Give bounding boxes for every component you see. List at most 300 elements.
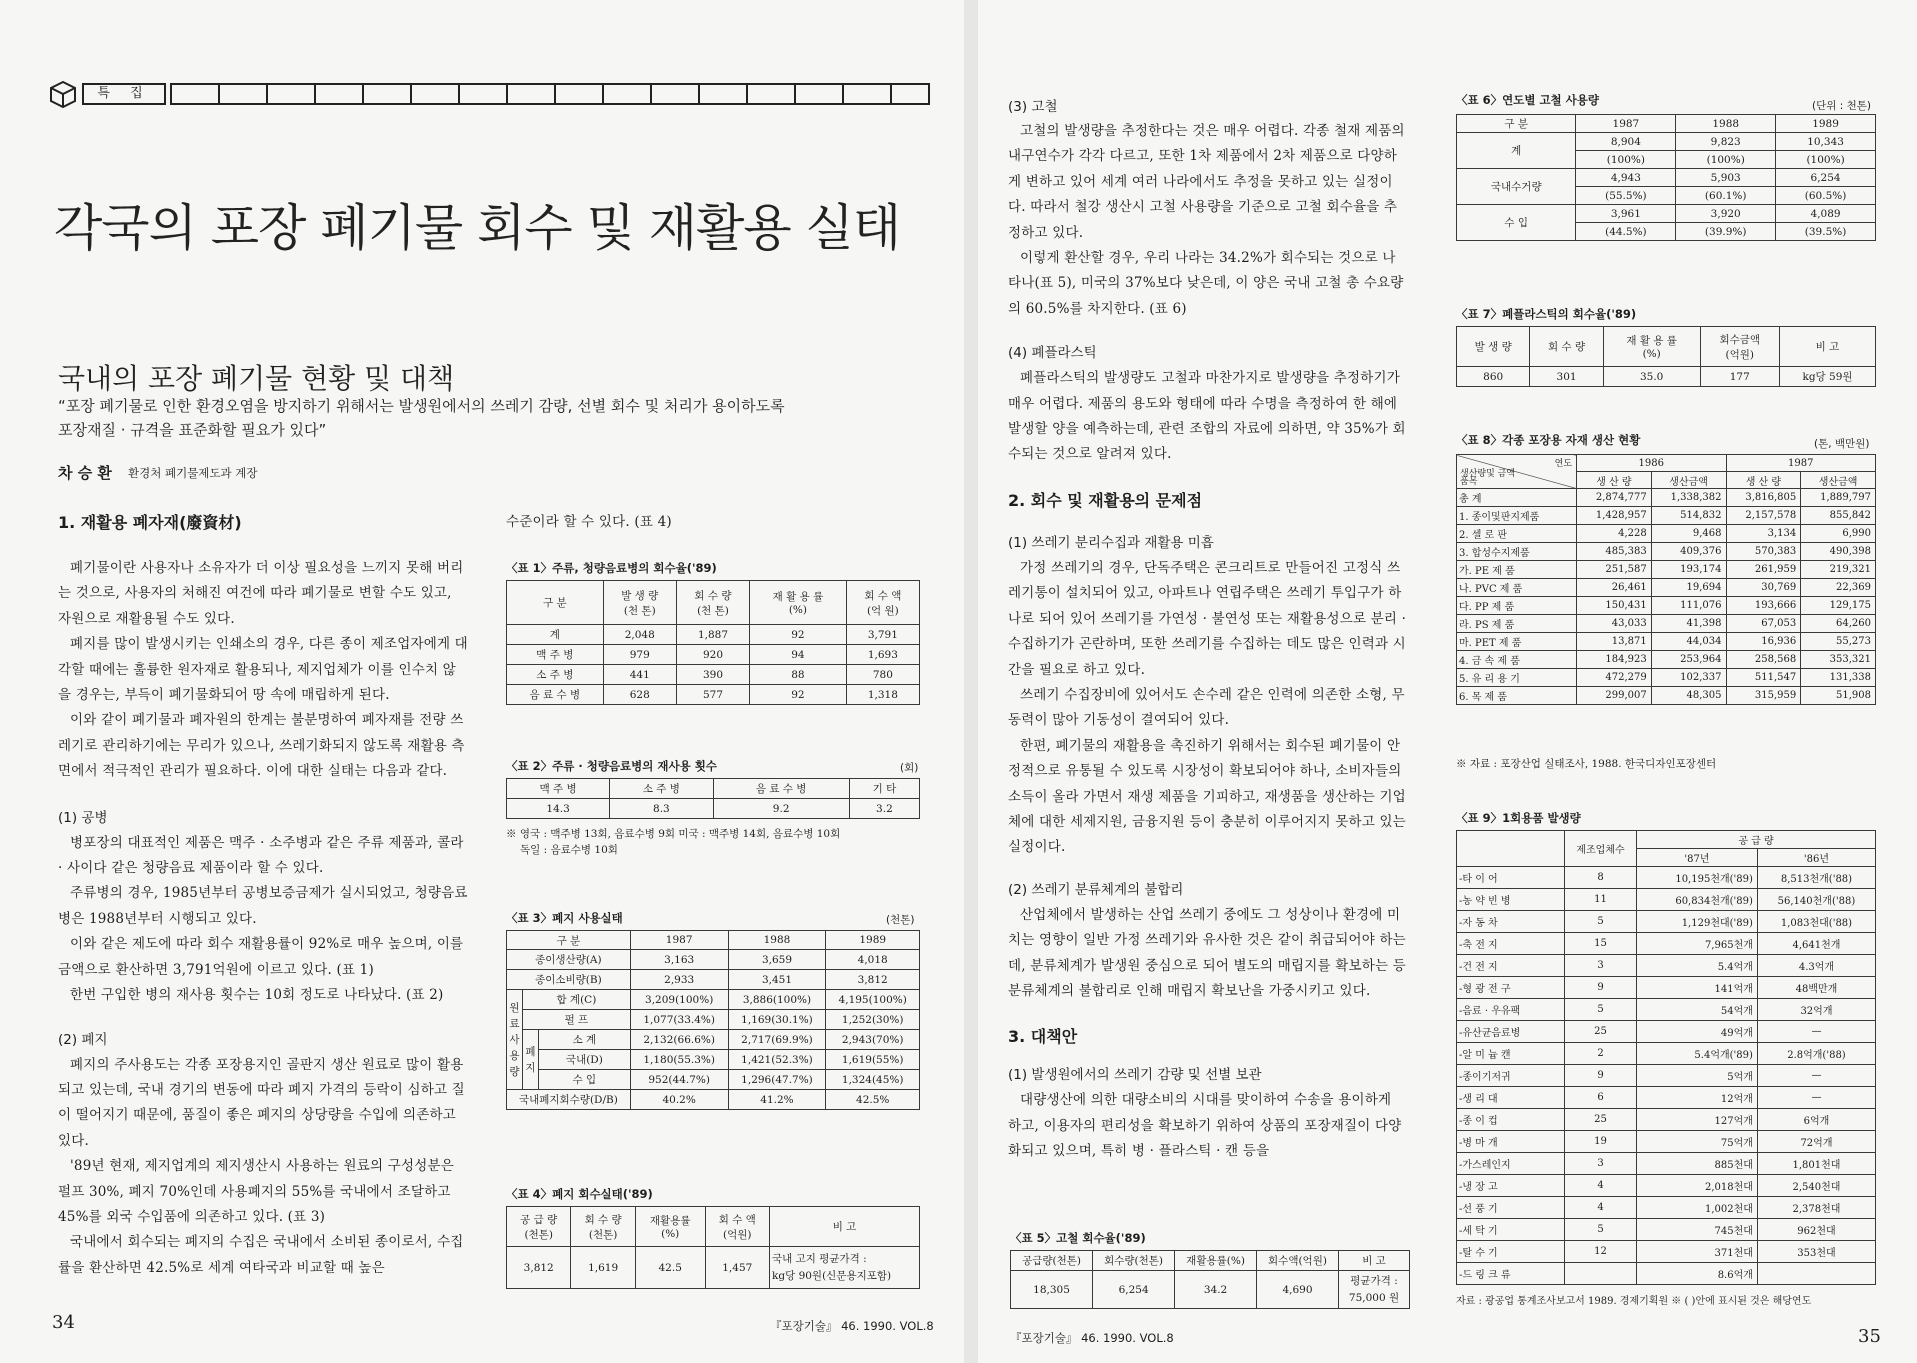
table-cell: — xyxy=(1757,1065,1875,1087)
table-cell: 12억개 xyxy=(1637,1087,1758,1109)
table-header: 회 수 액 (억 원) xyxy=(846,581,919,625)
table-cell: -선 풍 기 xyxy=(1457,1197,1565,1219)
table-cell: -건 전 지 xyxy=(1457,955,1565,977)
table-cell: 15 xyxy=(1565,933,1637,955)
table-cell: (44.5%) xyxy=(1576,223,1676,241)
table-cell: 184,923 xyxy=(1577,651,1652,669)
table-cell: 94 xyxy=(750,645,847,665)
table-cell: 42.5 xyxy=(635,1247,705,1289)
table-cell: 다. PP 제 품 xyxy=(1457,597,1577,615)
table-row xyxy=(1457,867,1876,889)
table-3 xyxy=(506,930,920,1110)
table-cell: 301 xyxy=(1530,367,1603,387)
table-cell: 49억개 xyxy=(1637,1021,1758,1043)
table-cell: 9 xyxy=(1565,977,1637,999)
table-row xyxy=(1457,1087,1876,1109)
table-9-note: 자료 : 광공업 통계조사보고서 1989. 경제기획원 ※ ( )안에 표시된 것은 해당연도 xyxy=(1456,1296,1812,1307)
table-cell: 193,666 xyxy=(1726,597,1801,615)
table-row xyxy=(1457,1131,1876,1153)
right-page xyxy=(978,0,1917,1363)
table-header: 1988 xyxy=(728,931,826,950)
table-cell: 490,398 xyxy=(1801,543,1876,561)
footer: 『포장기술』 46. 1990. VOL.8 xyxy=(770,1319,934,1333)
table-diagonal-header xyxy=(1457,455,1577,489)
lead-line-1: “포장 폐기물로 인한 환경오염을 방지하기 위해서는 발생원에서의 쓰레기 감량, 선별 회수 및 처리가 용이하도록 xyxy=(58,397,785,415)
table-header: 회 수 량 (천 톤) xyxy=(676,581,749,625)
table-cell xyxy=(1757,1263,1875,1285)
table-7 xyxy=(1456,326,1876,387)
table-cell: 261,959 xyxy=(1726,561,1801,579)
table-header: 1987 xyxy=(1726,455,1876,472)
table-cell: 258,568 xyxy=(1726,651,1801,669)
table-cell: 19,694 xyxy=(1651,579,1726,597)
table-cell: 수 입 xyxy=(1457,205,1576,241)
footer: 『포장기술』 46. 1990. VOL.8 xyxy=(1010,1331,1174,1345)
table-cell: 72억개 xyxy=(1757,1131,1875,1153)
table-cell: 22,369 xyxy=(1801,579,1876,597)
table-cell: 5억개 xyxy=(1637,1065,1758,1087)
article-subtitle: 국내의 포장 폐기물 현황 및 대책 xyxy=(58,362,455,395)
table-header: 1987 xyxy=(630,931,728,950)
section-bar xyxy=(170,83,930,105)
table-cell: 8,904 xyxy=(1576,133,1676,151)
table-cell: 3,451 xyxy=(728,970,826,990)
table-cell: 1,619 xyxy=(571,1247,635,1289)
table-header: 1987 xyxy=(1576,115,1676,133)
table-cell: 1,169(30.1%) xyxy=(728,1010,826,1030)
table-cell: 1,077(33.4%) xyxy=(630,1010,728,1030)
table-cell: 3,812 xyxy=(826,970,920,990)
table-4 xyxy=(506,1206,920,1289)
table-header: 회수액(억원) xyxy=(1256,1251,1338,1271)
table-cell: 860 xyxy=(1457,367,1530,387)
table-header: 생산금액 xyxy=(1651,472,1726,489)
table-header: 공급량(천톤) xyxy=(1011,1251,1093,1271)
table-cell: 6,990 xyxy=(1801,525,1876,543)
table-header: 품목 xyxy=(1460,477,1478,487)
table-cell: 511,547 xyxy=(1726,669,1801,687)
table-cell: 3,961 xyxy=(1576,205,1676,223)
section-tag: 특 집 xyxy=(82,83,166,105)
table-cell: 1,338,382 xyxy=(1651,489,1726,507)
table-header: 1989 xyxy=(1776,115,1876,133)
table-cell: 570,383 xyxy=(1726,543,1801,561)
table-header: 1988 xyxy=(1676,115,1776,133)
table-cell: 3,209(100%) xyxy=(630,990,728,1010)
table-cell: -드 링 크 류 xyxy=(1457,1263,1565,1285)
table-cell: 가. PE 제 품 xyxy=(1457,561,1577,579)
table-row xyxy=(1457,1109,1876,1131)
table-2-note: 독일 : 음료수병 10회 xyxy=(520,844,618,856)
table-cell: 5 xyxy=(1565,999,1637,1021)
table-cell: 390 xyxy=(676,665,749,685)
table-cell: -병 마 개 xyxy=(1457,1131,1565,1153)
table-cell: 1,296(47.7%) xyxy=(728,1070,826,1090)
table-cell: 3,163 xyxy=(630,950,728,970)
table-cell: 51,908 xyxy=(1801,687,1876,705)
table-cell: 6억개 xyxy=(1757,1109,1875,1131)
table-header: 회 수 량 (천톤) xyxy=(571,1207,635,1247)
table-row xyxy=(1457,1241,1876,1263)
table-cell: 56,140천개('88) xyxy=(1757,889,1875,911)
paragraph: '89년 현재, 제지업계의 제지생산시 사용하는 원료의 구성성분은 펄프 30%, 폐지 70%인데 사용폐지의 55%를 국내에서 조달하고 45%를 외국 수입품에 의존하고 있다. (표 3) xyxy=(58,1158,454,1225)
table-cell: 885천대 xyxy=(1637,1153,1758,1175)
table-cell: 253,964 xyxy=(1651,651,1726,669)
table-header: 발 생 량 xyxy=(1457,327,1530,367)
table-cell: 472,279 xyxy=(1577,669,1652,687)
table-cell: 2.8억개('88) xyxy=(1757,1043,1875,1065)
table-cell: 12 xyxy=(1565,1241,1637,1263)
table-cell: 251,587 xyxy=(1577,561,1652,579)
table-cell: 1,693 xyxy=(846,645,919,665)
table-cell: -유산균음료병 xyxy=(1457,1021,1565,1043)
table-header: 연도 xyxy=(1554,459,1572,469)
table-row xyxy=(1457,561,1876,579)
table-cell: 폐 지 xyxy=(523,1030,539,1090)
table-cell: — xyxy=(1757,1087,1875,1109)
paragraph: 이와 같이 폐기물과 폐자원의 한계는 불분명하여 폐자재를 전량 쓰레기로 관리하기에는 무리가 있으나, 쓰레기화되지 않도록 재활용 측면에서 적극적인 관리가 필요하다. 이에 대한 실태는 다음과 같다. xyxy=(58,712,465,780)
table-header: 회 수 량 xyxy=(1530,327,1603,367)
table-cell: 4,195(100%) xyxy=(826,990,920,1010)
table-header: 회 수 액 (억원) xyxy=(705,1207,769,1247)
table-cell: 5.4억개('89) xyxy=(1637,1043,1758,1065)
table-cell: 150,431 xyxy=(1577,597,1652,615)
table-cell: (39.9%) xyxy=(1676,223,1776,241)
table-cell: 1,889,797 xyxy=(1801,489,1876,507)
table-cell: 577 xyxy=(676,685,749,705)
table-cell: 628 xyxy=(603,685,676,705)
table-header: 1986 xyxy=(1577,455,1727,472)
table-cell: 7,965천개 xyxy=(1637,933,1758,955)
table-cell: 16,936 xyxy=(1726,633,1801,651)
table-cell: 193,174 xyxy=(1651,561,1726,579)
table-cell: 4,089 xyxy=(1776,205,1876,223)
table-2-note: ※ 영국 : 맥주병 13회, 음료수병 9회 미국 : 맥주병 14회, 음료수병 10회 xyxy=(506,828,841,840)
table-row xyxy=(1457,615,1876,633)
table-cell: -세 탁 기 xyxy=(1457,1219,1565,1241)
heading-bottle: (1) 공병 xyxy=(58,809,108,826)
table-2-unit: (회) xyxy=(900,762,919,774)
table-cell: 국내 고지 평균가격 : kg당 90원(신문용지포함) xyxy=(770,1247,920,1289)
paragraph: 폐지를 많이 발생시키는 인쇄소의 경우, 다른 종이 제조업자에게 대각할 때에는 훌륭한 원자재로 활용되나, 제지업체가 이를 인수치 않을 경우는, 부득이 폐기물화되어 땅 속에 매립하게 된다. xyxy=(58,636,468,704)
table-cell: -알 미 늄 캔 xyxy=(1457,1043,1565,1065)
table-cell: 6. 목 제 품 xyxy=(1457,687,1577,705)
table-cell: 음 료 수 병 xyxy=(507,685,604,705)
table-cell: 평균가격 : 75,000 원 xyxy=(1339,1271,1410,1309)
table-cell: 962천대 xyxy=(1757,1219,1875,1241)
table-header: 비 고 xyxy=(1339,1251,1410,1271)
table-row xyxy=(1457,1197,1876,1219)
table-6-caption: 〈표 6〉연도별 고철 사용량 xyxy=(1456,93,1599,107)
table-7-caption: 〈표 7〉폐플라스틱의 회수율('89) xyxy=(1456,307,1637,321)
table-5-caption: 〈표 5〉고철 회수율('89) xyxy=(1010,1231,1146,1245)
table-cell: 3,812 xyxy=(507,1247,571,1289)
table-cell: 13,871 xyxy=(1577,633,1652,651)
heading-plastic: (4) 폐플라스틱 xyxy=(1008,345,1097,362)
table-cell: 102,337 xyxy=(1651,669,1726,687)
table-row xyxy=(1457,1175,1876,1197)
table-header: 재활용률(%) xyxy=(1175,1251,1257,1271)
table-cell: 353천대 xyxy=(1757,1241,1875,1263)
table-cell: 60,834천개('89) xyxy=(1637,889,1758,911)
table-cell: -냉 장 고 xyxy=(1457,1175,1565,1197)
table-cell: 1,318 xyxy=(846,685,919,705)
table-cell: -음료 · 우유팩 xyxy=(1457,999,1565,1021)
table-cell: 3 xyxy=(1565,955,1637,977)
table-cell: 총 계 xyxy=(1457,489,1577,507)
table-cell: 6,254 xyxy=(1776,169,1876,187)
table-cell: 219,321 xyxy=(1801,561,1876,579)
table-cell: 1,180(55.3%) xyxy=(630,1050,728,1070)
table-cell: 3,791 xyxy=(846,625,919,645)
table-header: 발 생 량 (천 톤) xyxy=(603,581,676,625)
author-name: 차 승 환 xyxy=(58,464,112,482)
table-cell: 1,457 xyxy=(705,1247,769,1289)
table-row xyxy=(1457,933,1876,955)
table-cell: 780 xyxy=(846,665,919,685)
paragraph: 국내에서 회수되는 폐지의 수집은 국내에서 소비된 종이로서, 수집률을 환산하면 42.5%로 세계 여타국과 비교할 때 높은 xyxy=(58,1234,464,1276)
table-header: 기 타 xyxy=(849,779,919,799)
table-cell: 42.5% xyxy=(826,1090,920,1110)
table-cell: 3,816,805 xyxy=(1726,489,1801,507)
table-cell: 41,398 xyxy=(1651,615,1726,633)
table-cell: 34.2 xyxy=(1175,1271,1257,1309)
table-cell: 35.0 xyxy=(1603,367,1700,387)
table-cell: 40.2% xyxy=(630,1090,728,1110)
paragraph: 이와 같은 제도에 따라 회수 재활용률이 92%로 매우 높으며, 이를 금액으로 환산하면 3,791억원에 이르고 있다. (표 1) xyxy=(58,936,464,978)
table-header: 구 분 xyxy=(1457,115,1576,133)
table-cell: 371천대 xyxy=(1637,1241,1758,1263)
table-header: 회수금액 (억원) xyxy=(1700,327,1779,367)
table-cell: 4,690 xyxy=(1256,1271,1338,1309)
lead-line-2: 포장재질 · 규격을 표준화할 필요가 있다” xyxy=(58,421,327,439)
table-header: 생 산 량 xyxy=(1577,472,1652,489)
table-cell: 75억개 xyxy=(1637,1131,1758,1153)
table-cell: 5. 유 리 용 기 xyxy=(1457,669,1577,687)
table-cell: kg당 59원 xyxy=(1779,367,1875,387)
table-cell: 9 xyxy=(1565,1065,1637,1087)
table-cell: 펄 프 xyxy=(523,1010,631,1030)
table-cell: 2,874,777 xyxy=(1577,489,1652,507)
table-8-caption: 〈표 8〉각종 포장용 자재 생산 현황 xyxy=(1456,433,1641,447)
table-cell: 3,134 xyxy=(1726,525,1801,543)
table-header: 공 급 량 (천톤) xyxy=(507,1207,571,1247)
table-cell: 441 xyxy=(603,665,676,685)
heading-recycle: 1. 재활용 폐자재(廢資材) xyxy=(58,513,242,532)
table-8-body xyxy=(1457,489,1876,705)
table-cell: 14.3 xyxy=(507,799,610,819)
table-row xyxy=(1457,507,1876,525)
table-cell: 2,132(66.6%) xyxy=(630,1030,728,1050)
table-cell: 1. 종이및판지제품 xyxy=(1457,507,1577,525)
paragraph: 폐기물이란 사용자나 소유자가 더 이상 필요성을 느끼지 못해 버리는 것으로, 사용자의 처해진 여건에 따라 폐기물로 변할 수도 있고, 자원으로 재활용될 수도 있다. xyxy=(58,560,464,627)
table-cell: 2. 셀 로 판 xyxy=(1457,525,1577,543)
table-cell: (55.5%) xyxy=(1576,187,1676,205)
table-1-caption: 〈표 1〉주류, 청량음료병의 회수율('89) xyxy=(506,561,717,575)
paragraph: 한번 구입한 병의 재사용 횟수는 10회 정도로 나타났다. (표 2) xyxy=(70,987,444,1004)
table-cell: 합 계(C) xyxy=(523,990,631,1010)
article-title: 각국의 포장 폐기물 회수 및 재활용 실태 xyxy=(54,199,901,257)
table-8-unit: (톤, 백만원) xyxy=(1814,438,1870,450)
table-cell: (60.1%) xyxy=(1676,187,1776,205)
table-cell: 11 xyxy=(1565,889,1637,911)
table-cell: 9.2 xyxy=(713,799,849,819)
column-1 xyxy=(58,556,468,1281)
paragraph: 폐플라스틱의 발생량도 고철과 마찬가지로 발생량을 추정하기가 매우 어렵다. 제품의 용도와 형태에 따라 수명을 측정하여 한 해에 발생할 양을 예측하는데, 관련 조합의 자료에 의하면, 약 35%가 회수되는 것으로 알려져 있다. xyxy=(1008,370,1406,463)
table-cell: 43,033 xyxy=(1577,615,1652,633)
right-column-1 xyxy=(1008,95,1408,1165)
paragraph: 이렇게 환산할 경우, 우리 나라는 34.2%가 회수되는 것으로 나타나(표 5), 미국의 37%보다 낮은데, 이 양은 국내 고철 총 수요량의 60.5%를 차지한다. (표 6) xyxy=(1008,250,1404,317)
table-header: 소 주 병 xyxy=(610,779,713,799)
table-row xyxy=(1457,1065,1876,1087)
table-header: '86년 xyxy=(1757,849,1875,867)
table-header: 맥 주 병 xyxy=(507,779,610,799)
heading-scrap: (3) 고철 xyxy=(1008,99,1058,115)
table-cell: 1,002천대 xyxy=(1637,1197,1758,1219)
table-cell: 64,260 xyxy=(1801,615,1876,633)
table-cell: 소 주 병 xyxy=(507,665,604,685)
table-row xyxy=(1457,999,1876,1021)
table-cell: 10,195천개('89) xyxy=(1637,867,1758,889)
page-number: 35 xyxy=(1858,1326,1881,1347)
table-cell: 67,053 xyxy=(1726,615,1801,633)
table-cell: 353,321 xyxy=(1801,651,1876,669)
table-cell: 979 xyxy=(603,645,676,665)
table-cell: 5 xyxy=(1565,911,1637,933)
table-cell: 4 xyxy=(1565,1175,1637,1197)
table-header: 구 분 xyxy=(507,931,631,950)
paragraph: 병포장의 대표적인 제품은 맥주 · 소주병과 같은 주류 제품과, 콜라 · 사이다 같은 청량음료 제품이라 할 수 있다. xyxy=(58,834,464,877)
table-header: 제조업체수 xyxy=(1565,831,1637,867)
table-cell: 4,641천개 xyxy=(1757,933,1875,955)
table-cell: 1,129천대('89) xyxy=(1637,911,1758,933)
table-cell: 485,383 xyxy=(1577,543,1652,561)
table-cell: 8.6억개 xyxy=(1637,1263,1758,1285)
table-2-caption: 〈표 2〉주류 · 청량음료병의 재사용 횟수 xyxy=(506,759,717,773)
table-cell: 2 xyxy=(1565,1043,1637,1065)
table-cell: 54억개 xyxy=(1637,999,1758,1021)
table-cell: 국내수거량 xyxy=(1457,169,1576,205)
paragraph: 수준이라 할 수 있다. (표 4) xyxy=(506,514,672,530)
table-cell: 5,903 xyxy=(1676,169,1776,187)
table-header: 구 분 xyxy=(507,581,604,625)
heading-classification: (2) 쓰레기 분류체계의 불합리 xyxy=(1008,881,1184,898)
table-8-note: ※ 자료 : 포장산업 실태조사, 1988. 한국디자인포장센터 xyxy=(1456,758,1717,770)
table-cell: 2,048 xyxy=(603,625,676,645)
table-cell: -종이기저귀 xyxy=(1457,1065,1565,1087)
table-cell: -농 약 빈 병 xyxy=(1457,889,1565,911)
table-cell: 1,324(45%) xyxy=(826,1070,920,1090)
table-6-unit: (단위 : 천톤) xyxy=(1812,100,1871,112)
table-cell: (100%) xyxy=(1676,151,1776,169)
table-header: '87년 xyxy=(1637,849,1758,867)
table-cell: 2,157,578 xyxy=(1726,507,1801,525)
table-cell: 55,273 xyxy=(1801,633,1876,651)
table-header: 재 활 용 률 (%) xyxy=(1603,327,1700,367)
table-3-unit: (천톤) xyxy=(886,914,915,926)
table-cell: 177 xyxy=(1700,367,1779,387)
table-cell: 2,933 xyxy=(630,970,728,990)
table-header: 비 고 xyxy=(770,1207,920,1247)
table-cell: 299,007 xyxy=(1577,687,1652,705)
table-cell: 4,228 xyxy=(1577,525,1652,543)
table-cell: 88 xyxy=(750,665,847,685)
table-header: 생산금액 xyxy=(1801,472,1876,489)
table-header: 1989 xyxy=(826,931,920,950)
table-cell: 409,376 xyxy=(1651,543,1726,561)
table-cell: 1,887 xyxy=(676,625,749,645)
table-cell: 소 계 xyxy=(539,1030,631,1050)
table-8 xyxy=(1456,454,1876,705)
table-cell: 원 료 사 용 량 xyxy=(507,990,523,1090)
table-cell: 48백만개 xyxy=(1757,977,1875,999)
table-cell: 920 xyxy=(676,645,749,665)
table-cell: 8 xyxy=(1565,867,1637,889)
table-cell: 8,513천개('88) xyxy=(1757,867,1875,889)
table-cell: 10,343 xyxy=(1776,133,1876,151)
table-cell: 2,717(69.9%) xyxy=(728,1030,826,1050)
paragraph: 고철의 발생량을 추정한다는 것은 매우 어렵다. 각종 철재 제품의 내구연수가 각각 다르고, 또한 1차 제품에서 2차 제품으로 다양하게 변하고 있어 세계 여러 나라에서도 추정을 못하고 있는 실정이다. 따라서 철강 생산시 고철 사용량을 기준으로 고철 회수율을 추정하고 있다. xyxy=(1008,123,1405,241)
table-cell: 9,468 xyxy=(1651,525,1726,543)
table-cell: 6,254 xyxy=(1093,1271,1175,1309)
table-header: 비 고 xyxy=(1779,327,1875,367)
heading-measures: 3. 대책안 xyxy=(1008,1027,1078,1047)
table-cell: 3 xyxy=(1565,1153,1637,1175)
table-9-body xyxy=(1457,867,1876,1285)
table-cell: (60.5%) xyxy=(1776,187,1876,205)
table-cell: 3.2 xyxy=(849,799,919,819)
table-row xyxy=(1457,543,1876,561)
table-cell: 1,421(52.3%) xyxy=(728,1050,826,1070)
table-cell: 국내(D) xyxy=(539,1050,631,1070)
table-header xyxy=(1457,831,1565,867)
table-cell: 18,305 xyxy=(1011,1271,1093,1309)
table-cell: 131,338 xyxy=(1801,669,1876,687)
paragraph: 대량생산에 의한 대량소비의 시대를 맞이하여 수송을 용이하게 하고, 이용자의 편리성을 확보하기 위하여 상품의 포장재질이 다양화되고 있으며, 특히 병 · 플라스틱 · 캔 등을 xyxy=(1008,1092,1402,1160)
table-header: 공 급 량 xyxy=(1637,831,1876,849)
table-cell: 라. PS 제 품 xyxy=(1457,615,1577,633)
table-cell: 2,378천대 xyxy=(1757,1197,1875,1219)
table-cell: -축 전 지 xyxy=(1457,933,1565,955)
table-cell: 나. PVC 제 품 xyxy=(1457,579,1577,597)
table-cell: -자 동 차 xyxy=(1457,911,1565,933)
table-row xyxy=(1457,1153,1876,1175)
table-cell: 25 xyxy=(1565,1109,1637,1131)
table-cell: 2,540천대 xyxy=(1757,1175,1875,1197)
table-cell: -탈 수 기 xyxy=(1457,1241,1565,1263)
table-cell: 4,018 xyxy=(826,950,920,970)
table-cell: 계 xyxy=(507,625,604,645)
table-row xyxy=(1457,889,1876,911)
table-cell: 1,428,957 xyxy=(1577,507,1652,525)
table-cell: 수 입 xyxy=(539,1070,631,1090)
table-4-caption: 〈표 4〉폐지 회수실태('89) xyxy=(506,1187,653,1201)
table-cell: -종 이 컵 xyxy=(1457,1109,1565,1131)
table-row xyxy=(1457,1263,1876,1285)
table-cell: — xyxy=(1757,1021,1875,1043)
table-row xyxy=(1457,911,1876,933)
cube-icon xyxy=(48,80,78,108)
table-2 xyxy=(506,778,920,819)
table-cell: 8.3 xyxy=(610,799,713,819)
table-cell: 111,076 xyxy=(1651,597,1726,615)
paragraph: 산업체에서 발생하는 산업 쓰레기 중에도 그 성상이나 환경에 미치는 영향이 일반 가정 쓰레기와 유사한 것은 같이 취급되어야 하는데, 분류체계가 발생원 중심으로 되어 별도의 매립지를 확보하는 등 분류체계의 불합리로 인해 매립지 확보난을 가중시키고 있다. xyxy=(1008,906,1406,999)
table-cell: (39.5%) xyxy=(1776,223,1876,241)
table-cell: 5.4억개 xyxy=(1637,955,1758,977)
table-cell: 41.2% xyxy=(728,1090,826,1110)
table-row xyxy=(1457,669,1876,687)
table-row xyxy=(1457,597,1876,615)
